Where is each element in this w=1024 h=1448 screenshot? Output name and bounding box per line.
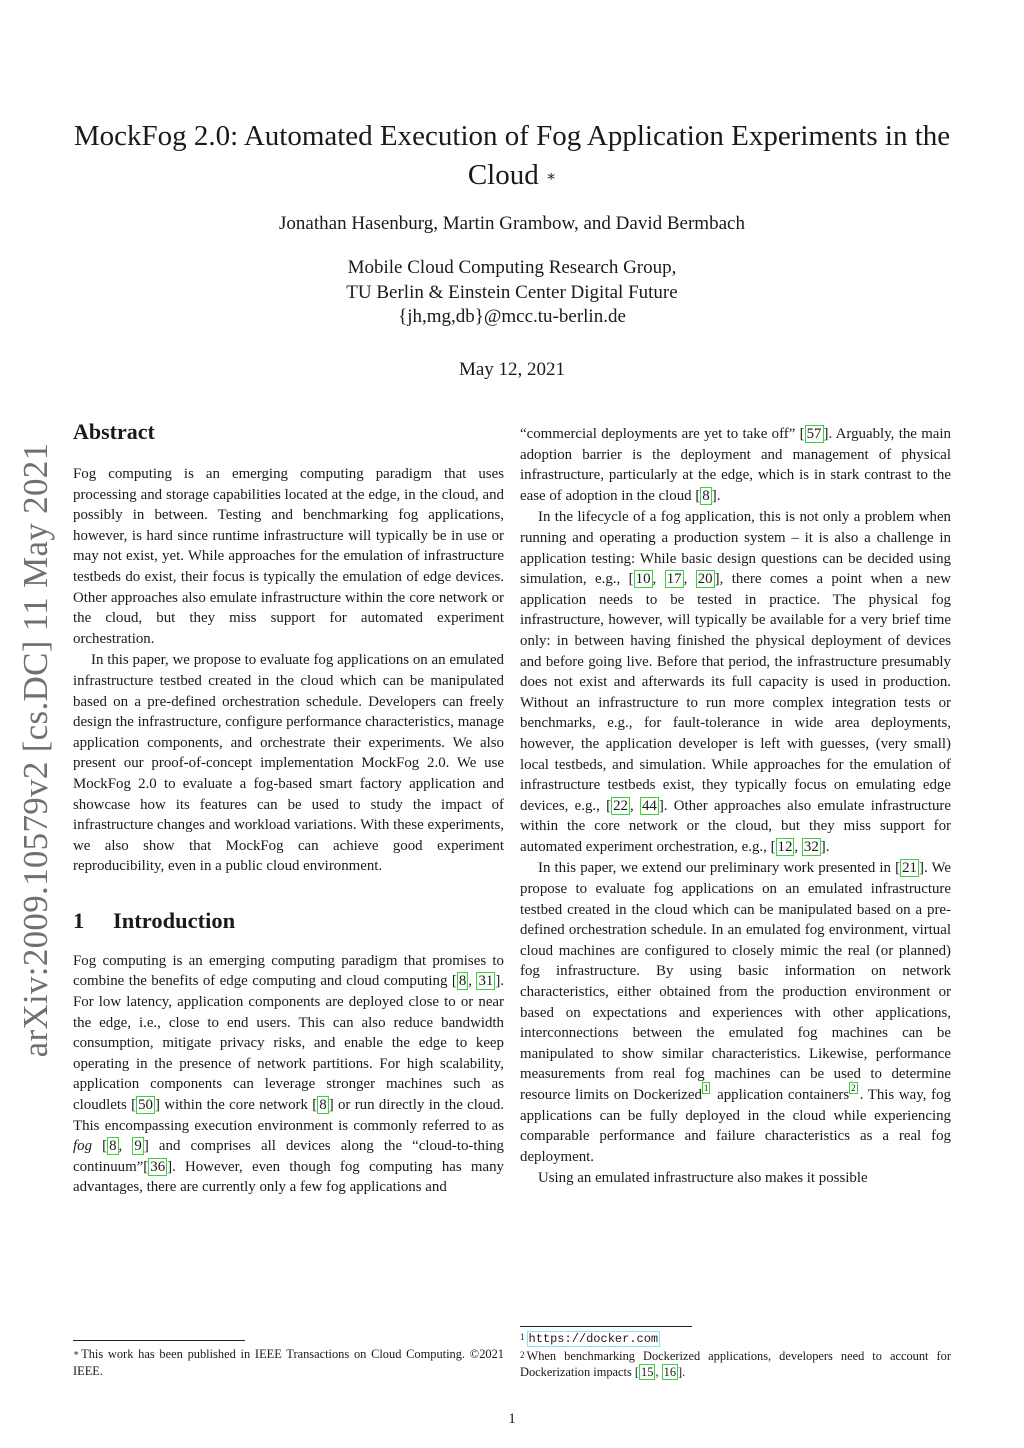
- text-run: [: [92, 1138, 108, 1155]
- text-run: ] or run directly in the cloud. This encompassing execution environment is commonly referred to as: [73, 1097, 504, 1134]
- text-run: ]. For low latency, application components are deployed close to or near the edge, i.e., close to end users. This can also reduce bandwidth consumption, mitigate privacy risks, and enable the edge to keep operating in the presence of network partitions. For high scalability, application components can leverage stronger machines such as cloudlets [: [73, 973, 505, 1114]
- page-number: 1: [508, 1411, 516, 1427]
- citation-link[interactable]: 22: [613, 797, 628, 814]
- text-run: ], there comes a point when a new application needs to be tested in practice. The physical fog infrastructure, however, will typically be available for a very brief time only: in between having finished the physical deployment of devices and before going live. Before that period, the infrastructure presumably does not exist and afterwards its full capacity is used in production. Without an infrastructure to run more complex integration tests or benchmarks, e.g., for fault-tolerance in wide area deployments, however, the application developer is left with guesses, (very small) local testbeds, and simulation. While approaches for the emulation of infrastructure testbeds exist, they typically focus on emulating edge devices, e.g., [: [520, 571, 951, 814]
- paper-title: [70, 117, 954, 195]
- text-run: ]. Other approaches also emulate infrastructure within the core network or the cloud, but they miss support for automated experiment orchestration, e.g., [: [520, 797, 951, 855]
- footnote-text: This work has been published in IEEE Transactions on Cloud Computing. ©2021 IEEE.: [73, 1347, 504, 1378]
- text-run: ].: [678, 1365, 686, 1379]
- text-run: ,: [118, 1138, 133, 1155]
- text-run: ] within the core network [: [154, 1097, 318, 1114]
- citation-link[interactable]: 12: [777, 838, 793, 855]
- text-run: ]. Arguably, the main adoption barrier is the deployment and management of physical infrastructure, particularly at the edge, which is in stark contrast to the ease of adoption in the cloud [: [520, 426, 951, 504]
- citation-link[interactable]: 15: [641, 1365, 654, 1379]
- arxiv-identifier[interactable]: arXiv:2009.10579v2 [cs.DC] 11 May 2021: [16, 442, 55, 1058]
- citation-link[interactable]: 36: [150, 1158, 166, 1175]
- arxiv-side-stamp: [4, 440, 68, 1060]
- text-run: ]. We propose to evaluate fog applications on an emulated infrastructure testbed created in the cloud which can be manipulated based on a pre-defined orchestration schedule. In an emulated fog environment, virtual cloud machines are configured to closely mimic the real (or planned) fog infrastructure. By using basic information on network characteristics, either obtained from the production environment or based on expectations and experiences with other applications, interconnections between the emulated fog machines can be manipulated to show similar characteristics. Likewise, performance measurements from real fog machines can be used to determine resource limits on Dockerized: [520, 860, 952, 1103]
- text-run: “commercial deployments are yet to take off” [: [520, 426, 805, 442]
- affiliation-emails: {jh,mg,db}@mcc.tu-berlin.de: [398, 306, 626, 327]
- citation-link[interactable]: 50: [138, 1097, 153, 1114]
- text-run: ,: [629, 797, 640, 814]
- section-title: Introduction: [113, 907, 236, 933]
- citation-link[interactable]: 20: [697, 571, 713, 588]
- citation-link[interactable]: 8: [458, 973, 467, 990]
- footnote-mark: 1: [520, 1332, 525, 1342]
- right-column: [520, 424, 951, 1189]
- citation-link[interactable]: 9: [134, 1138, 142, 1155]
- citation-link[interactable]: 8: [319, 1097, 327, 1114]
- text-run: ]. However, even though fog computing has many advantages, there are currently only a few fog applications and: [73, 1158, 504, 1196]
- footnote-mark: ∗: [73, 1348, 80, 1358]
- text-run: ,: [652, 571, 665, 588]
- footnote-link[interactable]: 1: [703, 1083, 709, 1093]
- text-run: When benchmarking Dockerized applications, developers need to account for Dockerization impacts [: [520, 1348, 951, 1379]
- text-run: ,: [794, 838, 802, 855]
- author-list: Jonathan Hasenburg, Martin Grambow, and David Bermbach: [279, 213, 745, 234]
- title-footnote: [73, 1346, 504, 1379]
- introduction-heading: [73, 907, 504, 935]
- section-number: 1: [73, 907, 85, 933]
- intro-paragraph-1: [73, 951, 504, 1198]
- intro-paragraph-4: Using an emulated infrastructure also makes it possible: [538, 1170, 868, 1187]
- text-run: application containers: [712, 1087, 850, 1103]
- footnote-divider: [73, 1340, 245, 1341]
- affiliation-block: [0, 256, 1024, 330]
- title-footnote-mark[interactable]: ∗: [545, 169, 557, 185]
- citation-link[interactable]: 10: [635, 571, 651, 588]
- abstract-paragraph-1: Fog computing is an emerging computing paradigm that uses processing and storage capabilities located at the edge, in the cloud, and possibly in between. Testing and benchmarking fog applications, however, is hard since runtime infrastructure will typically be in use or may not exist, yet. While approaches for the emulation of infrastructure testbeds do exist, their focus is typically the emulation of edge devices. Other approaches also emulate infrastructure within the core network or the cloud, but they miss support for automated experiment orchestration.: [73, 466, 504, 647]
- citation-link[interactable]: 8: [109, 1138, 117, 1155]
- text-run: ,: [468, 973, 477, 990]
- text-run: Fog computing is an emerging computing paradigm that promises to combine the benefits of edge computing and cloud computing [: [73, 952, 504, 990]
- citation-link[interactable]: 32: [803, 838, 819, 855]
- abstract-paragraph-2: In this paper, we propose to evaluate fog applications on an emulated infrastructure testbed created in the cloud which can be manipulated based on a pre-defined orchestration schedule. Developers can freely design the infrastructure, configure performance characteristics, manage application components, and orchestrate their experiments. We also present our proof-of-concept implementation MockFog 2.0. We use MockFog 2.0 to evaluate a fog-based smart factory application and showcase how its features can be used to study the impact of infrastructure changes and workload variations. With these experiments, we also show that MockFog can achieve good experiment reproducibility, even in a public cloud environment.: [73, 652, 504, 875]
- emphasized-term: fog: [73, 1138, 93, 1155]
- citation-link[interactable]: 57: [806, 426, 822, 442]
- footnote-divider: [520, 1326, 692, 1327]
- text-run: ,: [655, 1365, 662, 1379]
- affiliation-institution: TU Berlin & Einstein Center Digital Future: [346, 281, 678, 303]
- text-run: In the lifecycle of a fog application, this is not only a problem when running and operating a production system – it is also a challenge in application testing: While basic design questions can be decided using simulation, e.g., [: [520, 509, 951, 588]
- footnote-2: [520, 1348, 951, 1381]
- intro-paragraph-continued: [520, 424, 951, 506]
- text-run: ,: [683, 571, 696, 588]
- docker-url-link[interactable]: https://docker.com: [528, 1332, 659, 1346]
- footnote-mark: 2: [520, 1349, 525, 1360]
- citation-link[interactable]: 44: [641, 797, 657, 814]
- text-run: . This way, fog applications can be fully deployed in the cloud while experiencing comparable performance and failure characteristics as a real fog deployment.: [520, 1087, 951, 1165]
- affiliation-group: Mobile Cloud Computing Research Group,: [347, 257, 677, 278]
- publication-date: May 12, 2021: [458, 359, 566, 380]
- text-run: ].: [711, 487, 721, 504]
- citation-link[interactable]: 16: [663, 1365, 677, 1379]
- abstract-heading: Abstract: [73, 419, 155, 444]
- title-text: MockFog 2.0: Automated Execution of Fog Application Experiments in the Cloud: [73, 120, 951, 191]
- footnote-1: [520, 1330, 951, 1348]
- text-run: ] and comprises all devices along the “cloud-to-thing continuum”[: [73, 1138, 504, 1175]
- text-run: In this paper, we extend our preliminary work presented in [: [538, 860, 901, 877]
- intro-paragraph-2: [520, 507, 951, 857]
- citation-link[interactable]: 21: [902, 860, 917, 877]
- right-footnotes: [520, 1330, 951, 1381]
- citation-link[interactable]: 31: [478, 973, 494, 990]
- text-run: ].: [820, 838, 830, 855]
- citation-link[interactable]: 8: [702, 487, 710, 504]
- left-column: [73, 418, 504, 1198]
- intro-paragraph-3: [520, 858, 951, 1167]
- footnote-link[interactable]: 2: [851, 1083, 856, 1093]
- citation-link[interactable]: 17: [666, 571, 682, 588]
